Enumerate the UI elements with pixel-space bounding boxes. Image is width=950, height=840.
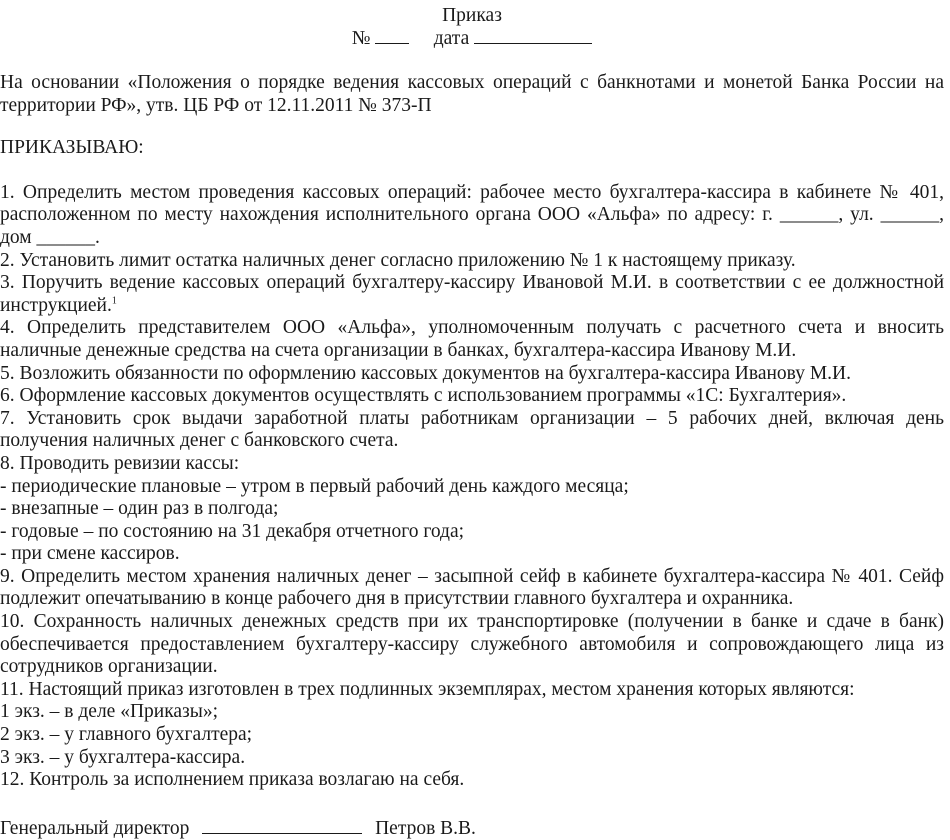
intro-paragraph: На основании «Положения о порядке ведения кассовых операций с банкнотами и монетой Банка России на территории РФ», утв. ЦБ РФ от 12.11.2011 № 373-П bbox=[0, 72, 944, 116]
order-word: ПРИКАЗЫВАЮ: bbox=[0, 137, 144, 159]
list-item: 11. Настоящий приказ изготовлен в трех подлинных экземплярах, местом хранения которых являются: bbox=[0, 678, 855, 700]
list-item: 1 экз. – в деле «Приказы»; bbox=[0, 701, 219, 723]
date-blank bbox=[474, 26, 592, 44]
list-item: 5. Возложить обязанности по оформлению кассовых документов на бухгалтера-кассира Иванову М.И. bbox=[0, 362, 852, 384]
footnote-mark: 1 bbox=[111, 295, 117, 307]
signature-line bbox=[0, 816, 944, 840]
signature-blank bbox=[202, 816, 362, 834]
list-item: 10. Сохранность наличных денежных средств при их транспортировке (получении в банке и сдаче в банк) обеспечивается предоставлением бухгалтеру-кассиру служебного автомобиля и сопровождающего лица из сотрудников организации. bbox=[0, 611, 944, 678]
signature-position: Генеральный директор bbox=[0, 817, 190, 839]
document-header bbox=[0, 0, 944, 50]
signature-name: Петров В.В. bbox=[375, 817, 476, 839]
document-title: Приказ bbox=[442, 5, 502, 26]
list-item bbox=[0, 272, 944, 317]
list-item: - внезапные – один раз в полгода; bbox=[0, 498, 279, 520]
list-item: - при смене кассиров. bbox=[0, 543, 180, 565]
list-item: 2. Установить лимит остатка наличных денег согласно приложению № 1 к настоящему приказу. bbox=[0, 249, 796, 271]
list-item: 6. Оформление кассовых документов осуществлять с использованием программы «1С: Бухгалтерия». bbox=[0, 385, 847, 407]
list-item: 12. Контроль за исполнением приказа возлагаю на себя. bbox=[0, 769, 465, 791]
number-label: № bbox=[351, 28, 371, 49]
item-text: 3. Поручить ведение кассовых операций бухгалтеру-кассиру Ивановой М.И. в соответствии с ее должностной инструкцией. bbox=[0, 272, 944, 316]
list-item: - годовые – по состоянию на 31 декабря отчетного года; bbox=[0, 520, 465, 542]
list-item: 7. Установить срок выдачи заработной платы работникам организации – 5 рабочих дней, включая день получения наличных денег с банковского счета. bbox=[0, 407, 944, 452]
number-blank bbox=[375, 26, 409, 44]
list-item: 1. Определить местом проведения кассовых операций: рабочее место бухгалтера-кассира в кабинете № 401, расположенном по месту нахождения исполнительного органа ООО «Альфа» по адресу: г. ______, ул. ______, дом ______. bbox=[0, 181, 944, 248]
number-date-line bbox=[0, 26, 944, 50]
list-item: 9. Определить местом хранения наличных денег – засыпной сейф в кабинете бухгалтера-кассира № 401. Сейф подлежит опечатыванию в конце рабочего дня в присутствии главного бухгалтера и охранника. bbox=[0, 565, 944, 610]
date-label: дата bbox=[433, 28, 470, 49]
list-item: 4. Определить представителем ООО «Альфа», уполномоченным получать с расчетного счета и вносить наличные денежные средства на счета организации в банках, бухгалтера-кассира Иванову М.И. bbox=[0, 317, 944, 361]
list-item: 3 экз. – у бухгалтера-кассира. bbox=[0, 746, 246, 768]
list-item: - периодические плановые – утром в первый рабочий день каждого месяца; bbox=[0, 475, 629, 497]
list-item: 8. Проводить ревизии кассы: bbox=[0, 452, 240, 474]
list-item: 2 экз. – у главного бухгалтера; bbox=[0, 724, 253, 746]
